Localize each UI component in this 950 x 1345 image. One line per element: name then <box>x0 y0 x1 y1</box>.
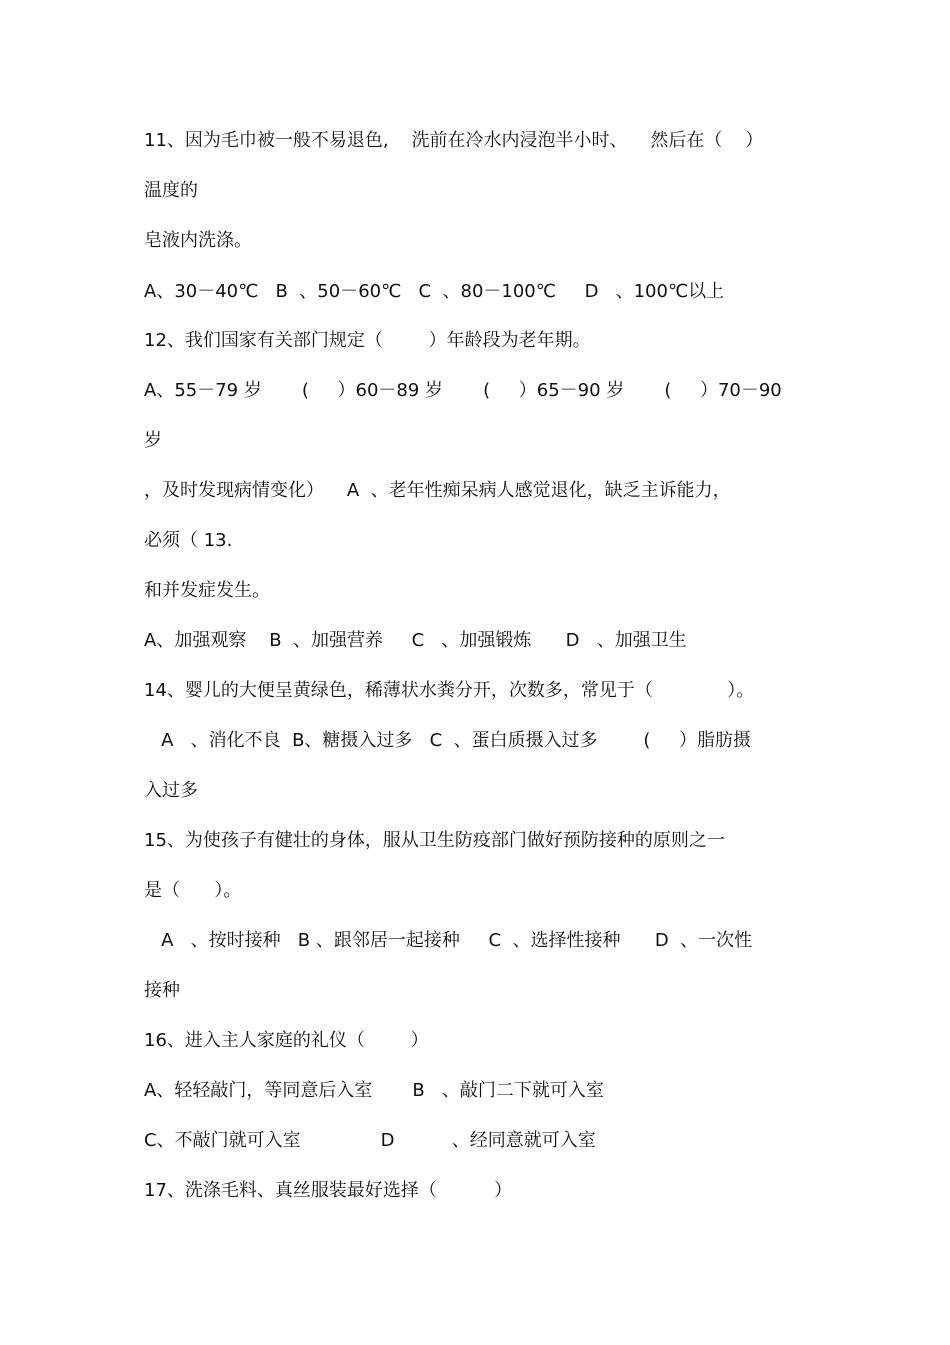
question-16-options-ab: A、轻轻敲门，等同意后入室 B 、敲门二下就可入室 <box>144 1080 604 1101</box>
question-17-text: 17、洗涤毛料、真丝服装最好选择（ ） <box>144 1180 513 1201</box>
question-15-text: 15、为使孩子有健壮的身体，服从卫生防疫部门做好预防接种的原则之一 <box>144 830 725 851</box>
question-15-text-cont: 是（ ）。 <box>144 880 242 901</box>
question-13-text-part-2: 必须（ 13. <box>144 530 233 551</box>
question-14-text: 14、婴儿的大便呈黄绿色，稀薄状水粪分开，次数多，常见于（ ）。 <box>144 680 755 701</box>
question-14-options: A 、消化不良 B、糖摄入过多 C 、蛋白质摄入过多 ( ）脂肪摄 <box>144 730 752 751</box>
question-15-options: A 、按时接种 B 、跟邻居一起接种 C 、选择性接种 D 、一次性 <box>144 930 753 951</box>
question-11-text: 11、因为毛巾被一般不易退色, 洗前在冷水内浸泡半小时、 然后在（ ） <box>144 130 764 151</box>
question-14-options-cont: 入过多 <box>144 780 198 801</box>
question-12-options-cont: 岁 <box>144 430 162 451</box>
question-16-text: 16、进入主人家庭的礼仪（ ） <box>144 1030 429 1051</box>
question-15-options-cont: 接种 <box>144 980 180 1001</box>
question-13-text-part-1: ，及时发现病情变化） A 、老年性痴呆病人感觉退化，缺乏主诉能力， <box>144 480 731 501</box>
question-12-options: A、55－79 岁 ( ）60－89 岁 ( ）65－90 岁 ( ）70－90 <box>144 380 782 401</box>
question-11-options: A、30－40℃ B 、50－60℃ C 、80－100℃ D 、100℃以上 <box>144 281 725 302</box>
question-12-text: 12、我们国家有关部门规定（ ）年龄段为老年期。 <box>144 330 591 351</box>
question-11-text-cont: 温度的 <box>144 180 198 201</box>
question-13-text-part-3: 和并发症发生。 <box>144 580 270 601</box>
question-16-options-cd: C、不敲门就可入室 D 、经同意就可入室 <box>144 1130 596 1151</box>
question-13-options: A、加强观察 B 、加强营养 C 、加强锻炼 D 、加强卫生 <box>144 630 687 651</box>
question-11-text-cont-2: 皂液内洗涤。 <box>144 230 252 251</box>
